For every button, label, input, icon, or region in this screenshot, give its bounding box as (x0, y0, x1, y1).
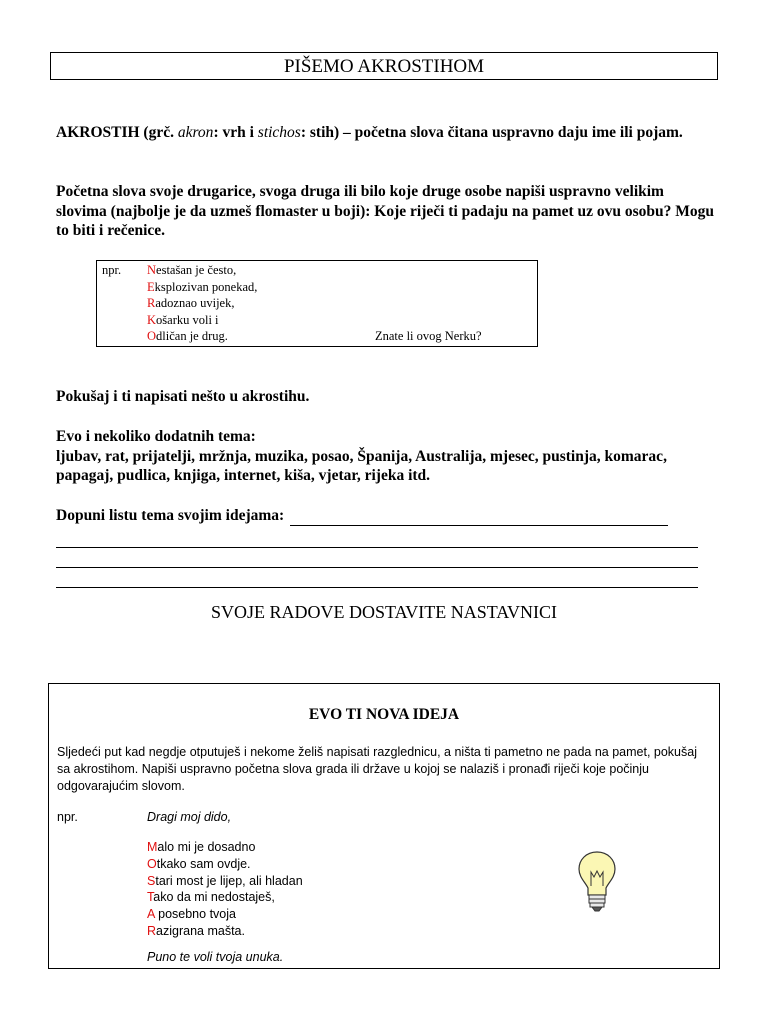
acrostic-rest: ksplozivan ponekad, (154, 279, 258, 294)
idea-box-signature: Puno te voli tvoja unuka. (147, 950, 284, 964)
acrostic-initial: R (147, 296, 156, 310)
acrostic-line (147, 295, 257, 312)
fill-line-first[interactable] (290, 511, 668, 526)
example-acrostic (147, 262, 257, 345)
idea-box (48, 683, 720, 969)
definition-paragraph (56, 123, 716, 143)
fill-prompt: Dopuni listu tema svojim idejama: (56, 507, 285, 524)
topics-heading: Evo i nekoliko dodatnih tema: (56, 428, 256, 445)
acrostic-initial: N (147, 263, 157, 277)
acrostic-rest: ošarku voli i (156, 312, 219, 327)
acrostic-initial: A (147, 907, 155, 922)
acrostic-line (147, 262, 257, 279)
fill-line[interactable] (56, 552, 698, 568)
acrostic-line (147, 873, 303, 890)
acrostic-rest: estašan je često, (156, 263, 237, 277)
instruction-paragraph: Početna slova svoje drugarice, svoga druga ili bilo koje druge osobe napiši uspravno velikim slovima (najbolje je da uzmeš flomaster u boji): Koje riječi ti padaju na pamet uz ovu osobu? Mogu to biti i rečenice. (56, 183, 715, 239)
acrostic-initial: T (147, 890, 154, 905)
topics-section (56, 427, 716, 486)
topics-list: ljubav, rat, prijatelji, mržnja, muzika, posao, Španija, Australija, mjesec, pustinja, komarac, papagaj, pudlica, knjiga, internet, kiša, vjetar, rijeka itd. (56, 447, 667, 484)
acrostic-initial: M (147, 840, 158, 854)
lightbulb-icon (577, 850, 617, 914)
idea-box-text: Sljedeći put kad negdje otputuješ i nekome želiš napisati razglednicu, a ništa ti pametno ne pada na pamet, pokušaj sa akrostihom. Napiši uspravno početna slova grada ili države u kojoj se nalaziš i pronađi riječi koje počinju odgovarajućim slovom. (57, 745, 697, 793)
acrostic-rest: alo mi je dosadno (157, 840, 256, 854)
acrostic-rest: dličan je drug. (156, 329, 228, 343)
closing-text: SVOJE RADOVE DOSTAVITE NASTAVNICI (211, 602, 557, 622)
acrostic-line (147, 279, 257, 296)
acrostic-line (147, 856, 303, 873)
idea-box-prefix: npr. (57, 810, 78, 824)
acrostic-initial: O (147, 856, 157, 871)
acrostic-rest: posebno tvoja (154, 907, 236, 922)
acrostic-initial: K (147, 312, 157, 327)
acrostic-line (147, 906, 303, 923)
example-question: Znate li ovog Nerku? (375, 329, 482, 343)
example-box (96, 260, 538, 347)
idea-box-acrostic (147, 839, 303, 940)
acrostic-initial: E (147, 279, 155, 294)
acrostic-rest: adoznao uvijek, (155, 296, 235, 310)
definition-term-akron: akron (177, 124, 214, 141)
fill-line[interactable] (56, 572, 698, 588)
fill-line[interactable] (56, 532, 698, 548)
fill-section (56, 506, 698, 592)
acrostic-rest: tkako sam ovdje. (156, 856, 251, 871)
page-title: PIŠEMO AKROSTIHOM (50, 52, 718, 80)
definition-mid: : vrh i (213, 124, 258, 141)
definition-lead: AKROSTIH (grč. (56, 124, 178, 141)
acrostic-rest: ako da mi nedostaješ, (153, 890, 275, 905)
acrostic-line (147, 889, 303, 906)
acrostic-rest: tari most je lijep, ali hladan (155, 873, 303, 888)
idea-box-greeting: Dragi moj dido, (147, 810, 232, 824)
example-prefix: npr. (102, 263, 122, 277)
acrostic-rest: azigrana mašta. (156, 923, 245, 938)
definition-term-stichos: stichos (257, 124, 301, 141)
idea-box-title: EVO TI NOVA IDEJA (308, 706, 460, 723)
acrostic-initial: O (147, 329, 157, 343)
definition-rest: : stih) – početna slova čitana uspravno daju ime ili pojam. (300, 124, 683, 141)
acrostic-line (147, 923, 303, 940)
acrostic-line (147, 839, 303, 856)
acrostic-line (147, 328, 257, 345)
acrostic-line (147, 312, 257, 329)
try-text: Pokušaj i ti napisati nešto u akrostihu. (56, 388, 310, 405)
acrostic-initial: R (147, 923, 157, 938)
acrostic-initial: S (147, 873, 156, 888)
